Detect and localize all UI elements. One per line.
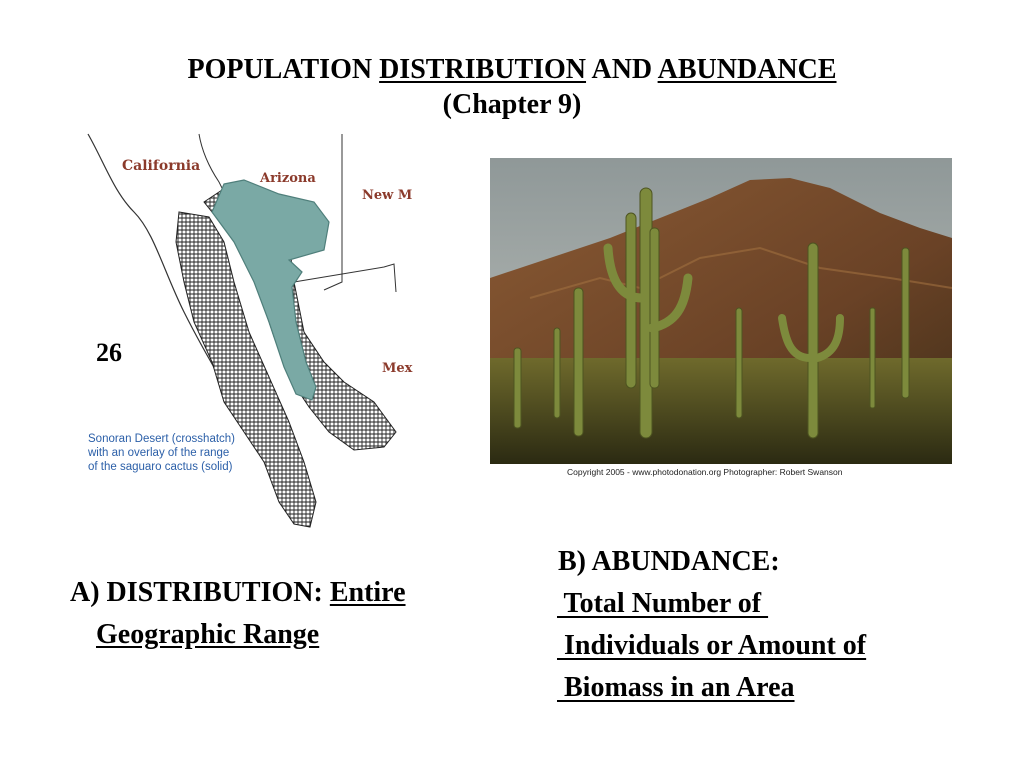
title-abundance: ABUNDANCE — [657, 54, 837, 85]
abundance-label: B) ABUNDANCE — [558, 546, 771, 577]
abundance-line-2: Individuals or Amount of — [557, 630, 867, 661]
title-subtitle: (Chapter 9) — [442, 89, 582, 120]
border-line-ca-az — [199, 134, 224, 192]
map-caption-line-2: with an overlay of the range — [88, 447, 230, 459]
distribution-label: A) DISTRIBUTION: — [70, 577, 330, 608]
border-line-mexico — [294, 264, 396, 292]
label-mexico: Mex — [382, 361, 413, 376]
label-california: California — [122, 158, 201, 174]
title-line-1 — [0, 52, 1024, 87]
title-population: POPULATION — [187, 54, 380, 85]
photo-credit: Copyright 2005 - www.photodonation.org Photographer: Robert Swanson — [567, 467, 843, 477]
abundance-definition — [557, 541, 977, 709]
label-arizona: Arizona — [260, 171, 316, 186]
saguaro-cactus-photo — [490, 158, 952, 480]
abundance-line-1: Total Number of — [557, 588, 769, 619]
abundance-heading — [557, 541, 977, 583]
distribution-line-1 — [70, 572, 510, 614]
abundance-colon: : — [770, 546, 780, 577]
slide-title — [0, 52, 1024, 122]
title-distribution: DISTRIBUTION — [379, 54, 587, 85]
title-and: AND — [586, 54, 658, 85]
distribution-line-2: Geographic Range — [96, 619, 320, 650]
label-new-mexico: New M — [362, 188, 413, 203]
border-line-az-nm — [324, 134, 342, 290]
sonoran-desert-map — [84, 132, 416, 536]
abundance-line-3: Biomass in an Area — [557, 672, 795, 703]
map-caption-line-3: of the saguaro cactus (solid) — [88, 461, 233, 473]
distribution-definition — [70, 572, 510, 656]
slide-number: 26 — [96, 338, 122, 367]
map-caption-line-1: Sonoran Desert (crosshatch) — [88, 433, 236, 445]
distribution-entire: Entire — [329, 577, 406, 608]
